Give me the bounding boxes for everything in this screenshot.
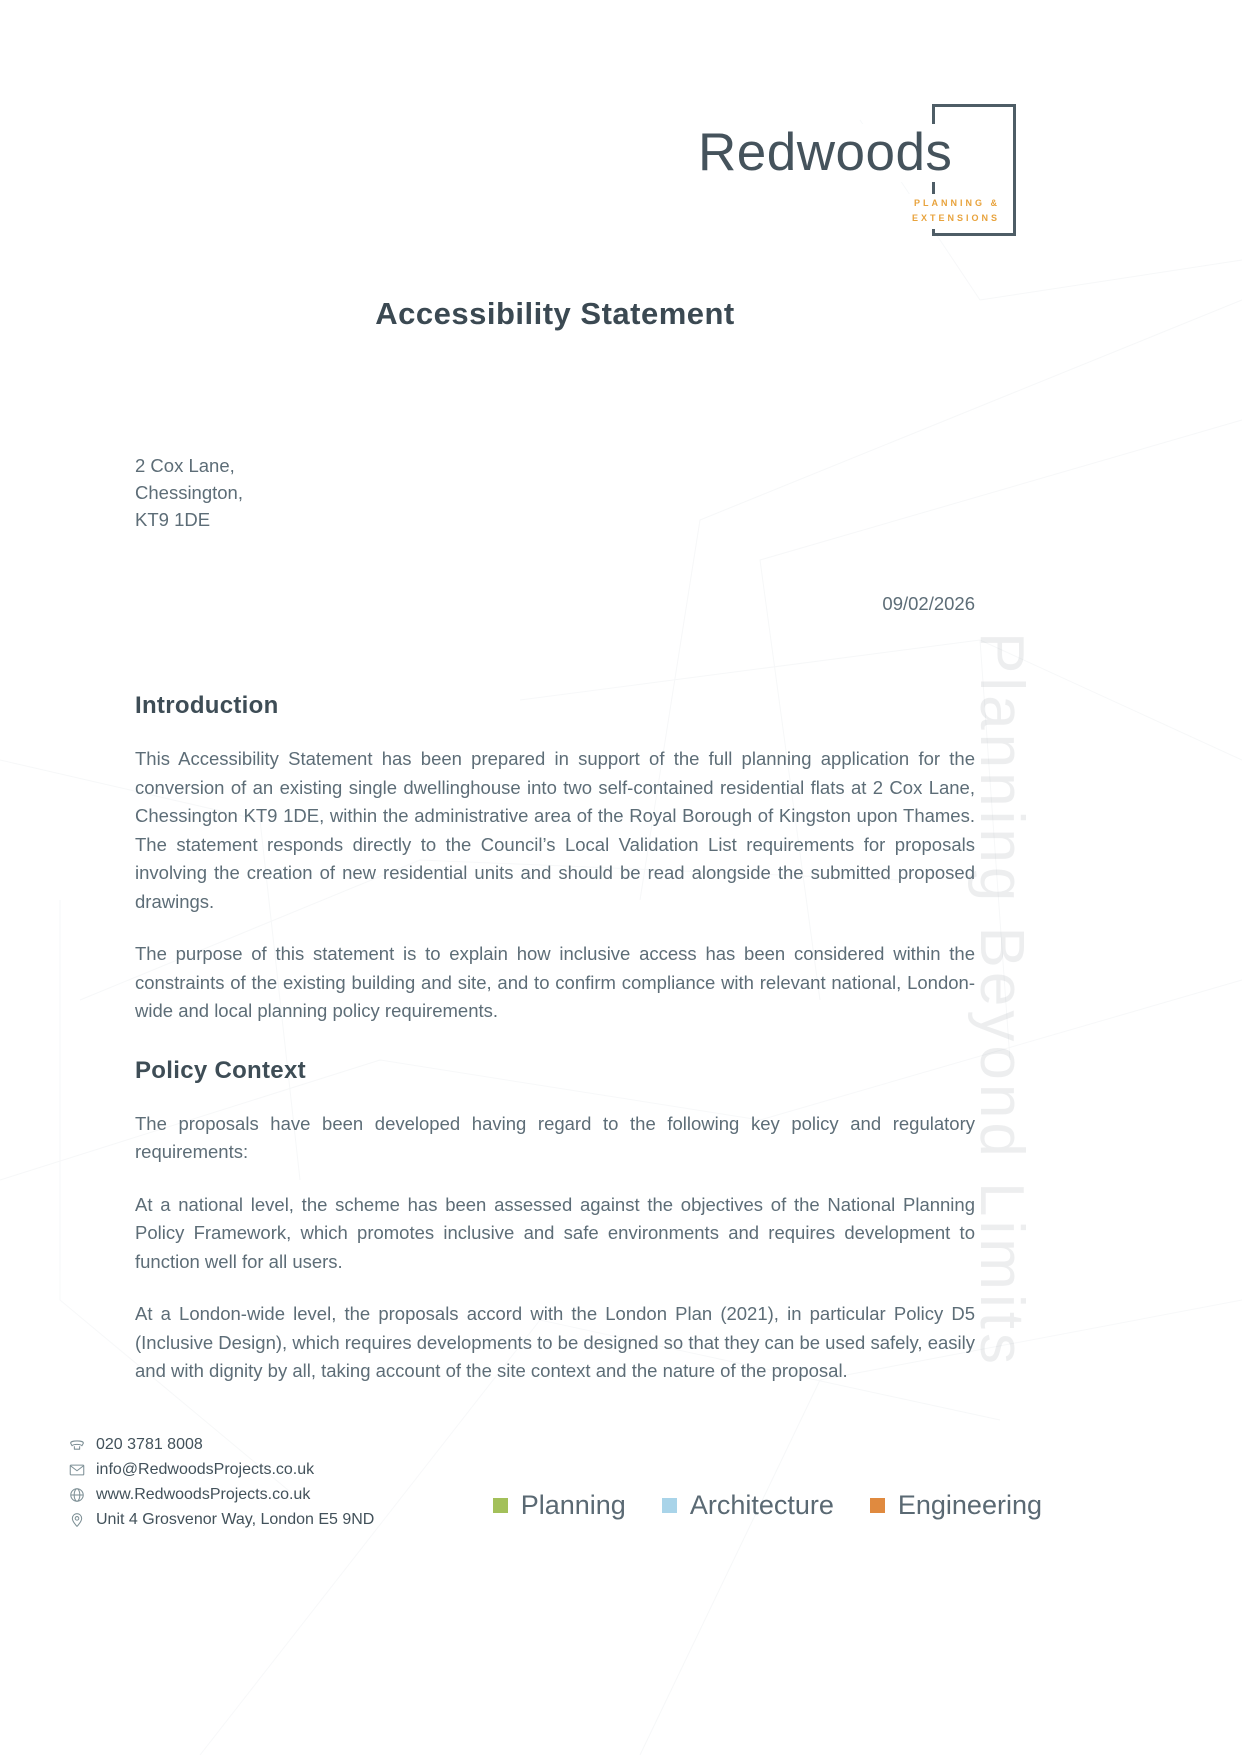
paragraph: The proposals have been developed having regard to the following key policy and regulatory requirements: bbox=[135, 1112, 975, 1162]
service-planning bbox=[493, 1490, 626, 1521]
site-address-block bbox=[135, 452, 975, 533]
page-title: Accessibility Statement bbox=[375, 296, 735, 331]
service-label: Architecture bbox=[689, 1490, 834, 1520]
brand-tagline-line1: PLANNING & bbox=[914, 198, 1001, 208]
contact-address bbox=[68, 1507, 374, 1532]
paragraph: This Accessibility Statement has been prepared in support of the full planning application for the conversion of an existing single dwellinghouse into two self-contained residential flats at 2 Cox Lane, Chessington KT9 1DE, within the administrative area of the Royal Borough of Kingston upon Thames. The statement responds directly to the Council’s Local Validation List requirements for proposals involving the creation of new residential units and should be read alongside the submitted proposed drawings. bbox=[135, 748, 975, 912]
paragraph: At a London-wide level, the proposals accord with the London Plan (2021), in particular Policy D5 (Inclusive Design), which requires developments to be designed so that they can be used safely, easily and with dignity by all, taking account of the site context and the nature of the proposal. bbox=[135, 1303, 975, 1381]
contact-email bbox=[68, 1457, 374, 1482]
document-date: 09/02/2026 bbox=[882, 593, 975, 614]
brand-name: Redwoods bbox=[698, 124, 962, 182]
contact-website bbox=[68, 1482, 374, 1507]
paragraph: The purpose of this statement is to explain how inclusive access has been considered within the constraints of the existing building and site, and to confirm compliance with relevant national, London-wide and local planning policy requirements. bbox=[135, 943, 975, 1021]
contact-phone bbox=[68, 1432, 374, 1457]
service-color-square bbox=[493, 1498, 508, 1513]
contact-text: Unit 4 Grosvenor Way, London E5 9ND bbox=[96, 1510, 375, 1528]
paragraph: At a national level, the scheme has been assessed against the objectives of the National Planning Policy Framework, which promotes inclusive and safe environments and requires development to function well for all users. bbox=[135, 1193, 975, 1272]
brand-tagline-line2: EXTENSIONS bbox=[912, 213, 1001, 224]
contact-text: 020 3781 8008 bbox=[96, 1435, 203, 1453]
address-line: KT9 1DE bbox=[135, 509, 211, 530]
email-icon bbox=[68, 1461, 86, 1479]
contact-text: info@RedwoodsProjects.co.uk bbox=[96, 1460, 315, 1478]
services-legend bbox=[493, 1490, 1042, 1521]
brand-logo bbox=[698, 98, 1020, 246]
globe-icon bbox=[68, 1486, 86, 1504]
service-label: Planning bbox=[520, 1490, 626, 1520]
section-heading-policy-context: Policy Context bbox=[135, 1056, 306, 1084]
footer-contact-block bbox=[68, 1432, 374, 1532]
location-icon bbox=[68, 1511, 86, 1529]
brand-tagline bbox=[906, 194, 1000, 229]
address-line: 2 Cox Lane, bbox=[135, 455, 235, 476]
address-line: Chessington, bbox=[135, 482, 243, 503]
contact-text: www.RedwoodsProjects.co.uk bbox=[96, 1485, 311, 1503]
service-color-square bbox=[662, 1498, 677, 1513]
service-color-square bbox=[870, 1498, 885, 1513]
service-engineering bbox=[870, 1490, 1042, 1521]
phone-icon bbox=[68, 1436, 86, 1454]
watermark-text: Planning Beyond Limits bbox=[967, 632, 1036, 1368]
service-architecture bbox=[662, 1490, 834, 1521]
section-heading-introduction: Introduction bbox=[135, 692, 279, 719]
service-label: Engineering bbox=[897, 1490, 1042, 1520]
